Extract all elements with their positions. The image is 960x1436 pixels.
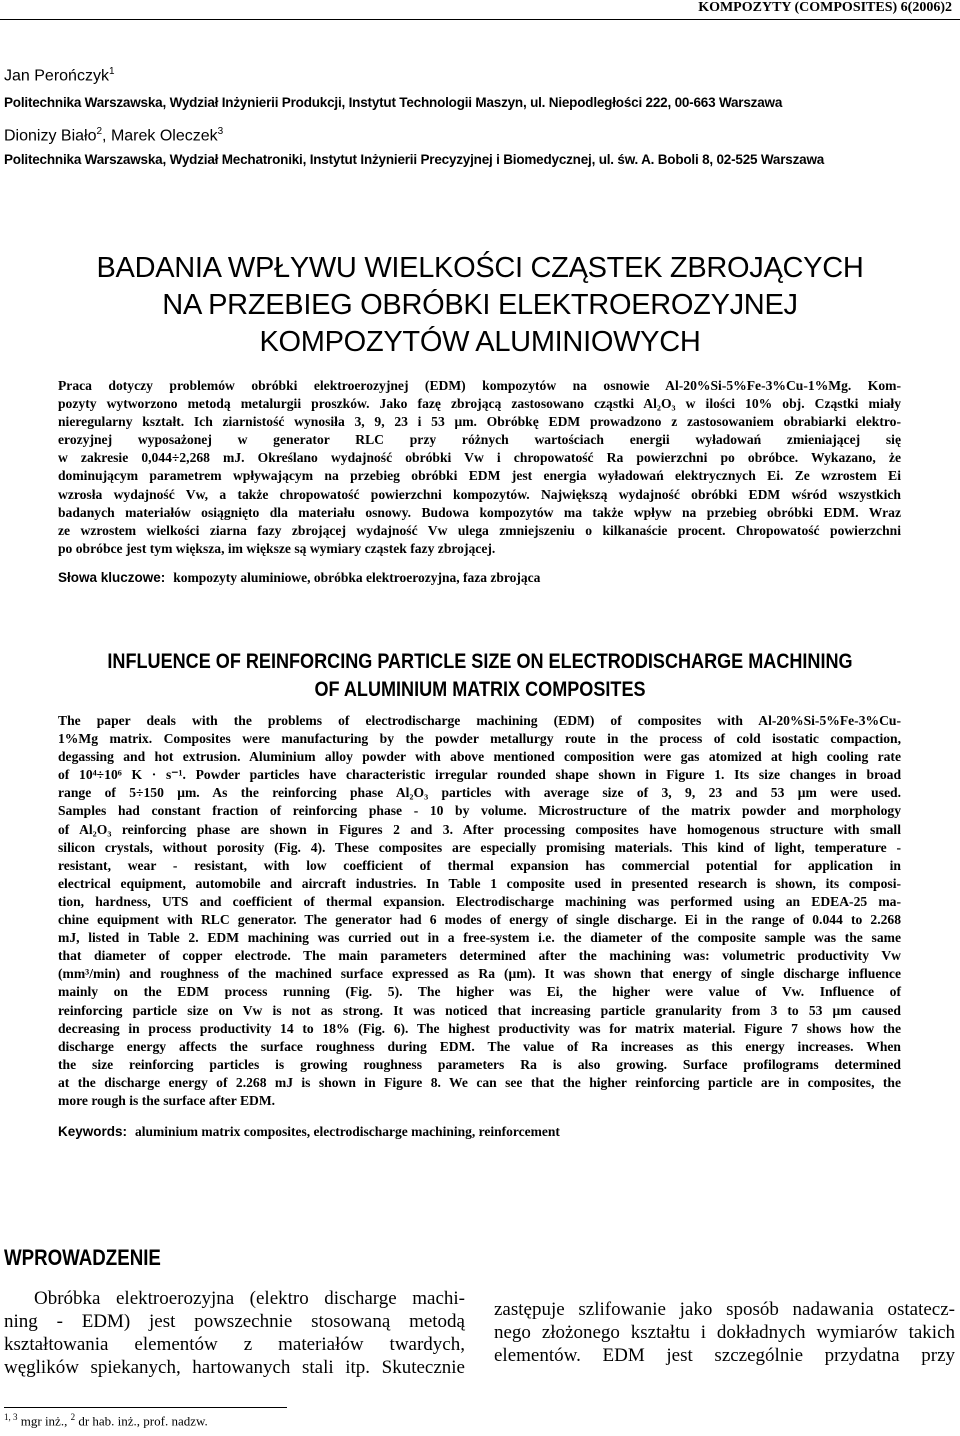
abstract-line: po obróbce jest tym większa, im większe są wymiary cząstek fazy zbrojącej. — [58, 540, 496, 556]
abstract-line: range of 5÷150 μm. As the reinforcing phase Al₂O₃ particles with average size of 3, 9, 23 and 53 μm were used. — [58, 785, 901, 801]
abstract-line: nieregularny kształt. Ich ziarnistość wynosiła 3, 9, 23 i 53 μm. Obróbkę EDM prowadzono z zastosowaniem obrabiarki elektro- — [58, 414, 901, 430]
abstract-line: more rough is the surface after EDM. — [58, 1092, 276, 1108]
abstract-line: Samples had constant fraction of reinforcing phase - 10 by volume. Microstructure of the matrix powder and morphology — [58, 803, 901, 819]
section-heading: WPROWADZENIE — [4, 1245, 161, 1270]
abstract-line: that diameter of copper electrode. The main parameters determined after the machining was: volumetric productivity Vw — [58, 948, 901, 964]
keywords-english — [58, 1124, 560, 1140]
abstract-line: decreasing in process productivity 14 to 18% (Fig. 6). The highest productivity was for matrix material. Figure 7 shows how the — [58, 1020, 901, 1036]
abstract-line: mainly on the EDM process running (Fig. 5). The higher was Ei, the higher were value of Vw. Influence of — [58, 984, 901, 1000]
abstract-line: wzrosła wydajność Vw, a także chropowatość powierzchni kompozytów. Największą wydajność obróbki EDM wśród wszystkich — [58, 486, 901, 502]
body-column-right — [494, 1298, 955, 1367]
author-sup: 2 — [96, 126, 103, 137]
abstract-line: pozyty wytworzono metodą metalurgii proszków. Jako fazę zbrojącą zastosowano cząstki Al₂O₃ w ilości 10% obj. Cząstki miały — [58, 396, 901, 412]
title-polish — [0, 250, 960, 361]
abstract-line: badanych materiałów osiągnięto dla materiału osnowy. Budowa kompozytów ma także wpływ na przebieg obróbki EDM. Wraz — [58, 504, 901, 520]
keywords-polish — [58, 570, 540, 586]
abstract-line: dominującym parametrem wpływającym na przebieg obróbki EDM jest energia wyładowań elektrycznych Ei. Ze wzrostem Ei — [58, 468, 901, 484]
abstract-line: at the discharge energy of 2.268 mJ is shown in Figure 8. We can see that the higher reinforcing particle are in composites, the — [58, 1074, 901, 1090]
abstract-line: 1%Mg matrix. Composites were manufacturing by the powder metallurgy route in the process of cold isostatic compaction, — [58, 731, 901, 747]
footnote-sup: 1, 3 — [4, 1412, 18, 1422]
body-line: elementów. EDM jest szczególnie przydatna przy — [494, 1345, 955, 1366]
abstract-line: the size reinforcing particles is growing roughness parameters Ra is also growing. Surface profilograms determined — [58, 1056, 901, 1072]
keywords-value: aluminium matrix composites, electrodischarge machining, reinforcement — [135, 1124, 560, 1139]
title-line: NA PRZEBIEG OBRÓBKI ELEKTROEROZYJNEJ — [162, 289, 798, 321]
abstract-line: ze wzrostem wielkości ziarna fazy zbrojącej wydajność Vw ulega zmniejszeniu o kilkanaście procent. Chropowatość powierzchni — [58, 522, 901, 538]
running-head: KOMPOZYTY (COMPOSITES) 6(2006)2 — [698, 0, 952, 15]
abstract-line: mJ, listed in Table 2. EDM machining was curried out in a free-system i.e. the diameter of the composite sample was the same — [58, 930, 901, 946]
author-separator: , — [102, 127, 111, 145]
abstract-line: Praca dotyczy problemów obróbki elektroerozyjnej (EDM) kompozytów na osnowie Al-20%Si-5%Fe-3%Cu-1%Mg. Kom- — [58, 378, 901, 393]
abstract-line: chine equipment with RLC generator. The generator had 6 modes of energy of single discharge. Ei in the range of 0.044 to 2.268 — [58, 912, 901, 928]
abstract-line: reinforcing particle size on Vw is not as strong. It was noticed that increasing particle granularity from 3 to 53 μm caused — [58, 1002, 901, 1018]
author-name: Marek Oleczek — [110, 127, 218, 145]
footnote-rule — [4, 1407, 287, 1408]
title-english — [67, 648, 893, 704]
abstract-line: silicon crystals, without porosity (Fig. 4). These composites are especially promising materials. This kind of light, temperature - — [58, 839, 901, 855]
author-sup: 3 — [217, 126, 224, 137]
abstract-line: of 10⁴÷10⁶ K · s⁻¹. Powder particles have characteristic irregular rounded shape shown in Figure 1. Its size changes in broad — [58, 767, 901, 783]
abstract-line: discharge energy affects the surface roughness during EDM. The value of Ra increases as this energy increases. When — [58, 1038, 901, 1054]
abstract-line: (mm³/min) and roughness of the machined surface expressed as Ra (μm). It was shown that energy of single discharge influence — [58, 966, 901, 982]
footnote — [4, 1412, 208, 1429]
author-sup: 1 — [108, 66, 115, 77]
title-line: KOMPOZYTÓW ALUMINIOWYCH — [259, 326, 701, 358]
footnote-text: dr hab. inż., prof. nadzw. — [75, 1413, 208, 1429]
header-rule — [0, 19, 960, 20]
body-line: nego złożonego kształtu i dokładnych wymiarów takich — [494, 1322, 955, 1343]
abstract-polish — [58, 377, 901, 558]
footnote-sup: 2 — [70, 1412, 76, 1422]
abstract-line: tion, hardness, UTS and coefficient of thermal expansion. Electrodischarge machining was performed using an EDEA-25 ma- — [58, 893, 901, 909]
abstract-line: erozyjnej wyposażonej w generator RLC przy różnych wartościach energii wyładowań zmieniającej się — [58, 432, 901, 448]
keywords-label: Keywords: — [58, 1124, 128, 1139]
keywords-value: kompozyty aluminiowe, obróbka elektroerozyjna, faza zbrojąca — [173, 570, 541, 585]
abstract-line: w zakresie 0,044÷2,268 mJ. Określano wydajność obróbki Vw i chropowatość Ra powierzchni po obróbce. Wykazano, że — [58, 450, 901, 466]
author-2 — [4, 126, 223, 145]
author-name: Jan Perończyk — [4, 67, 109, 85]
title-line: BADANIA WPŁYWU WIELKOŚCI CZĄSTEK ZBROJĄCYCH — [96, 252, 864, 284]
footnote-text: mgr inż., — [17, 1413, 71, 1429]
title-line: OF ALUMINIUM MATRIX COMPOSITES — [314, 678, 646, 701]
abstract-line: degassing and hot extrusion. Aluminium alloy powder with above mentioned composition were gas atomized at high cooling rate — [58, 749, 901, 765]
abstract-english — [58, 712, 901, 1110]
abstract-line: The paper deals with the problems of electrodischarge machining (EDM) of composites with Al-20%Si-5%Fe-3%Cu- — [58, 713, 901, 728]
body-line: węglików spiekanych, hartowanych stali itp. Skutecznie — [4, 1357, 465, 1378]
body-line: kształtowania elementów z materiałów twardych, — [4, 1334, 465, 1355]
body-line: zastępuje szlifowanie jako sposób nadawania ostatecz- — [494, 1299, 955, 1320]
affiliation-2: Politechnika Warszawska, Wydział Mechatroniki, Instytut Inżynierii Precyzyjnej i Biomedycznej, ul. św. A. Boboli 8, 02-525 Warszawa — [4, 152, 825, 167]
abstract-line: resistant, wear - resistant, with low coefficient of thermal expansion has commercial potential for application in — [58, 857, 901, 873]
body-line: Obróbka elektroerozyjna (elektro discharge machi- — [34, 1288, 465, 1309]
author-name: Dionizy Biało — [4, 127, 97, 145]
title-line: INFLUENCE OF REINFORCING PARTICLE SIZE ON ELECTRODISCHARGE MACHINING — [107, 650, 853, 673]
abstract-line: of Al₂O₃ reinforcing phase are shown in Figures 2 and 3. After processing composites have homogenous structure with small — [58, 821, 901, 837]
body-line: ning - EDM) jest powszechnie stosowaną metodą — [4, 1311, 465, 1332]
affiliation-1: Politechnika Warszawska, Wydział Inżynierii Produkcji, Instytut Technologii Maszyn, ul. Niepodległości 222, 00-663 Warszawa — [4, 95, 783, 110]
body-column-left — [4, 1287, 465, 1379]
abstract-line: electrical equipment, automobile and aircraft industries. In Table 1 composite used in presented research is shown, its composi- — [58, 875, 901, 891]
author-1 — [4, 66, 115, 85]
keywords-label: Słowa kluczowe: — [58, 570, 166, 585]
